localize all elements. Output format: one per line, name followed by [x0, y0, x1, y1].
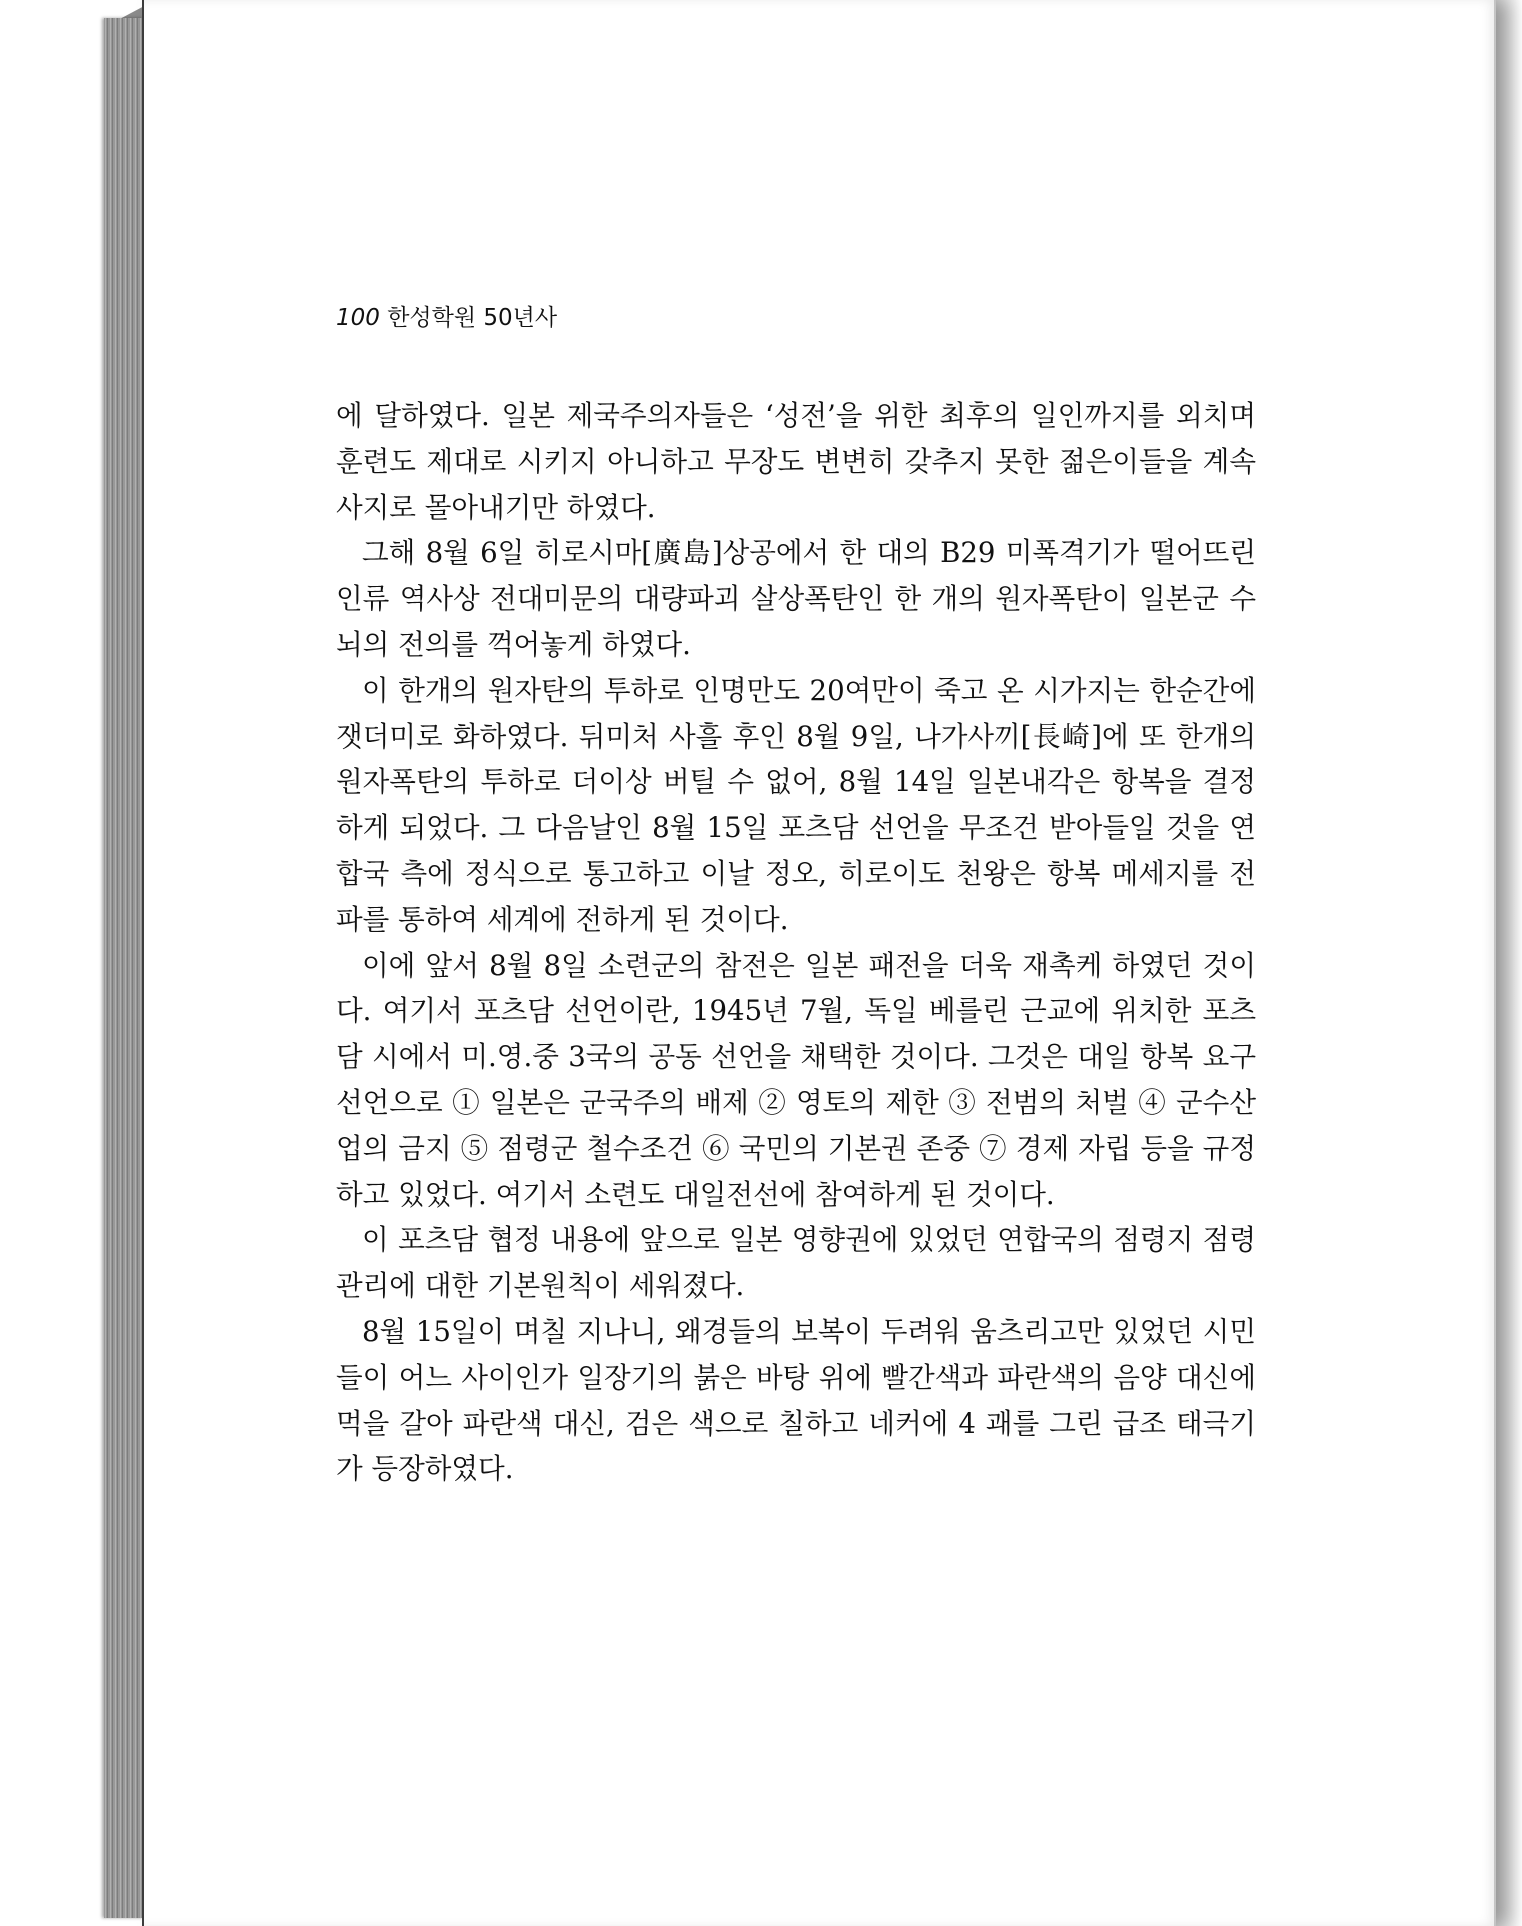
running-head [336, 299, 557, 332]
book-title: 한성학원 50년사 [387, 305, 558, 331]
book-page-edges [104, 18, 144, 1918]
paragraph-1: 에 달하였다. 일본 제국주의자들은 ‘성전’을 위한 최후의 일인까지를 외치며 훈련도 제대로 시키지 아니하고 무장도 변변히 갖추지 못한 젊은이들을 계속 사지로 몰아내기만 하였다. [336, 399, 1256, 524]
paragraph-6: 8월 15일이 며칠 지나니, 왜경들의 보복이 두려워 움츠리고만 있었던 시민들이 어느 사이인가 일장기의 붉은 바탕 위에 빨간색과 파란색의 음양 대신에 먹을 갈아 파란색 대신, 검은 색으로 칠하고 네커에 4 괘를 그린 급조 태극기가 등장하였다. [336, 1314, 1256, 1486]
body-text [336, 393, 1256, 1492]
paragraph-2: 그해 8월 6일 히로시마[廣島]상공에서 한 대의 B29 미폭격기가 떨어뜨린 인류 역사상 전대미문의 대량파괴 살상폭탄인 한 개의 원자폭탄이 일본군 수뇌의 전의를 꺽어놓게 하였다. [336, 536, 1256, 661]
page-number: 100 [336, 305, 380, 331]
page-shadow [1494, 0, 1522, 1926]
paragraph-5: 이 포츠담 협정 내용에 앞으로 일본 영향권에 있었던 연합국의 점령지 점령관리에 대한 기본원칙이 세워졌다. [336, 1223, 1256, 1303]
paragraph-3: 이 한개의 원자탄의 투하로 인명만도 20여만이 죽고 온 시가지는 한순간에 잿더미로 화하였다. 뒤미처 사흘 후인 8월 9일, 나가사끼[長崎]에 또 한개의 원자폭탄의 투하로 더이상 버틸 수 없어, 8월 14일 일본내각은 항복을 결정하게 되었다. 그 다음날인 8월 15일 포츠담 선언을 무조건 받아들일 것을 연합국 측에 정식으로 통고하고 이날 정오, 히로이도 천왕은 항복 메세지를 전파를 통하여 세계에 전하게 된 것이다. [336, 673, 1257, 936]
paragraph-4: 이에 앞서 8월 8일 소련군의 참전은 일본 패전을 더욱 재촉케 하였던 것이다. 여기서 포츠담 선언이란, 1945년 7월, 독일 베를린 근교에 위치한 포츠담 시에서 미.영.중 3국의 공동 선언을 채택한 것이다. 그것은 대일 항복 요구 선언으로 ① 일본은 군국주의 배제 ② 영토의 제한 ③ 전범의 처벌 ④ 군수산업의 금지 ⑤ 점령군 철수조건 ⑥ 국민의 기본권 존중 ⑦ 경제 자립 등을 규정하고 있었다. 여기서 소련도 대일전선에 참여하게 된 것이다. [336, 948, 1256, 1211]
